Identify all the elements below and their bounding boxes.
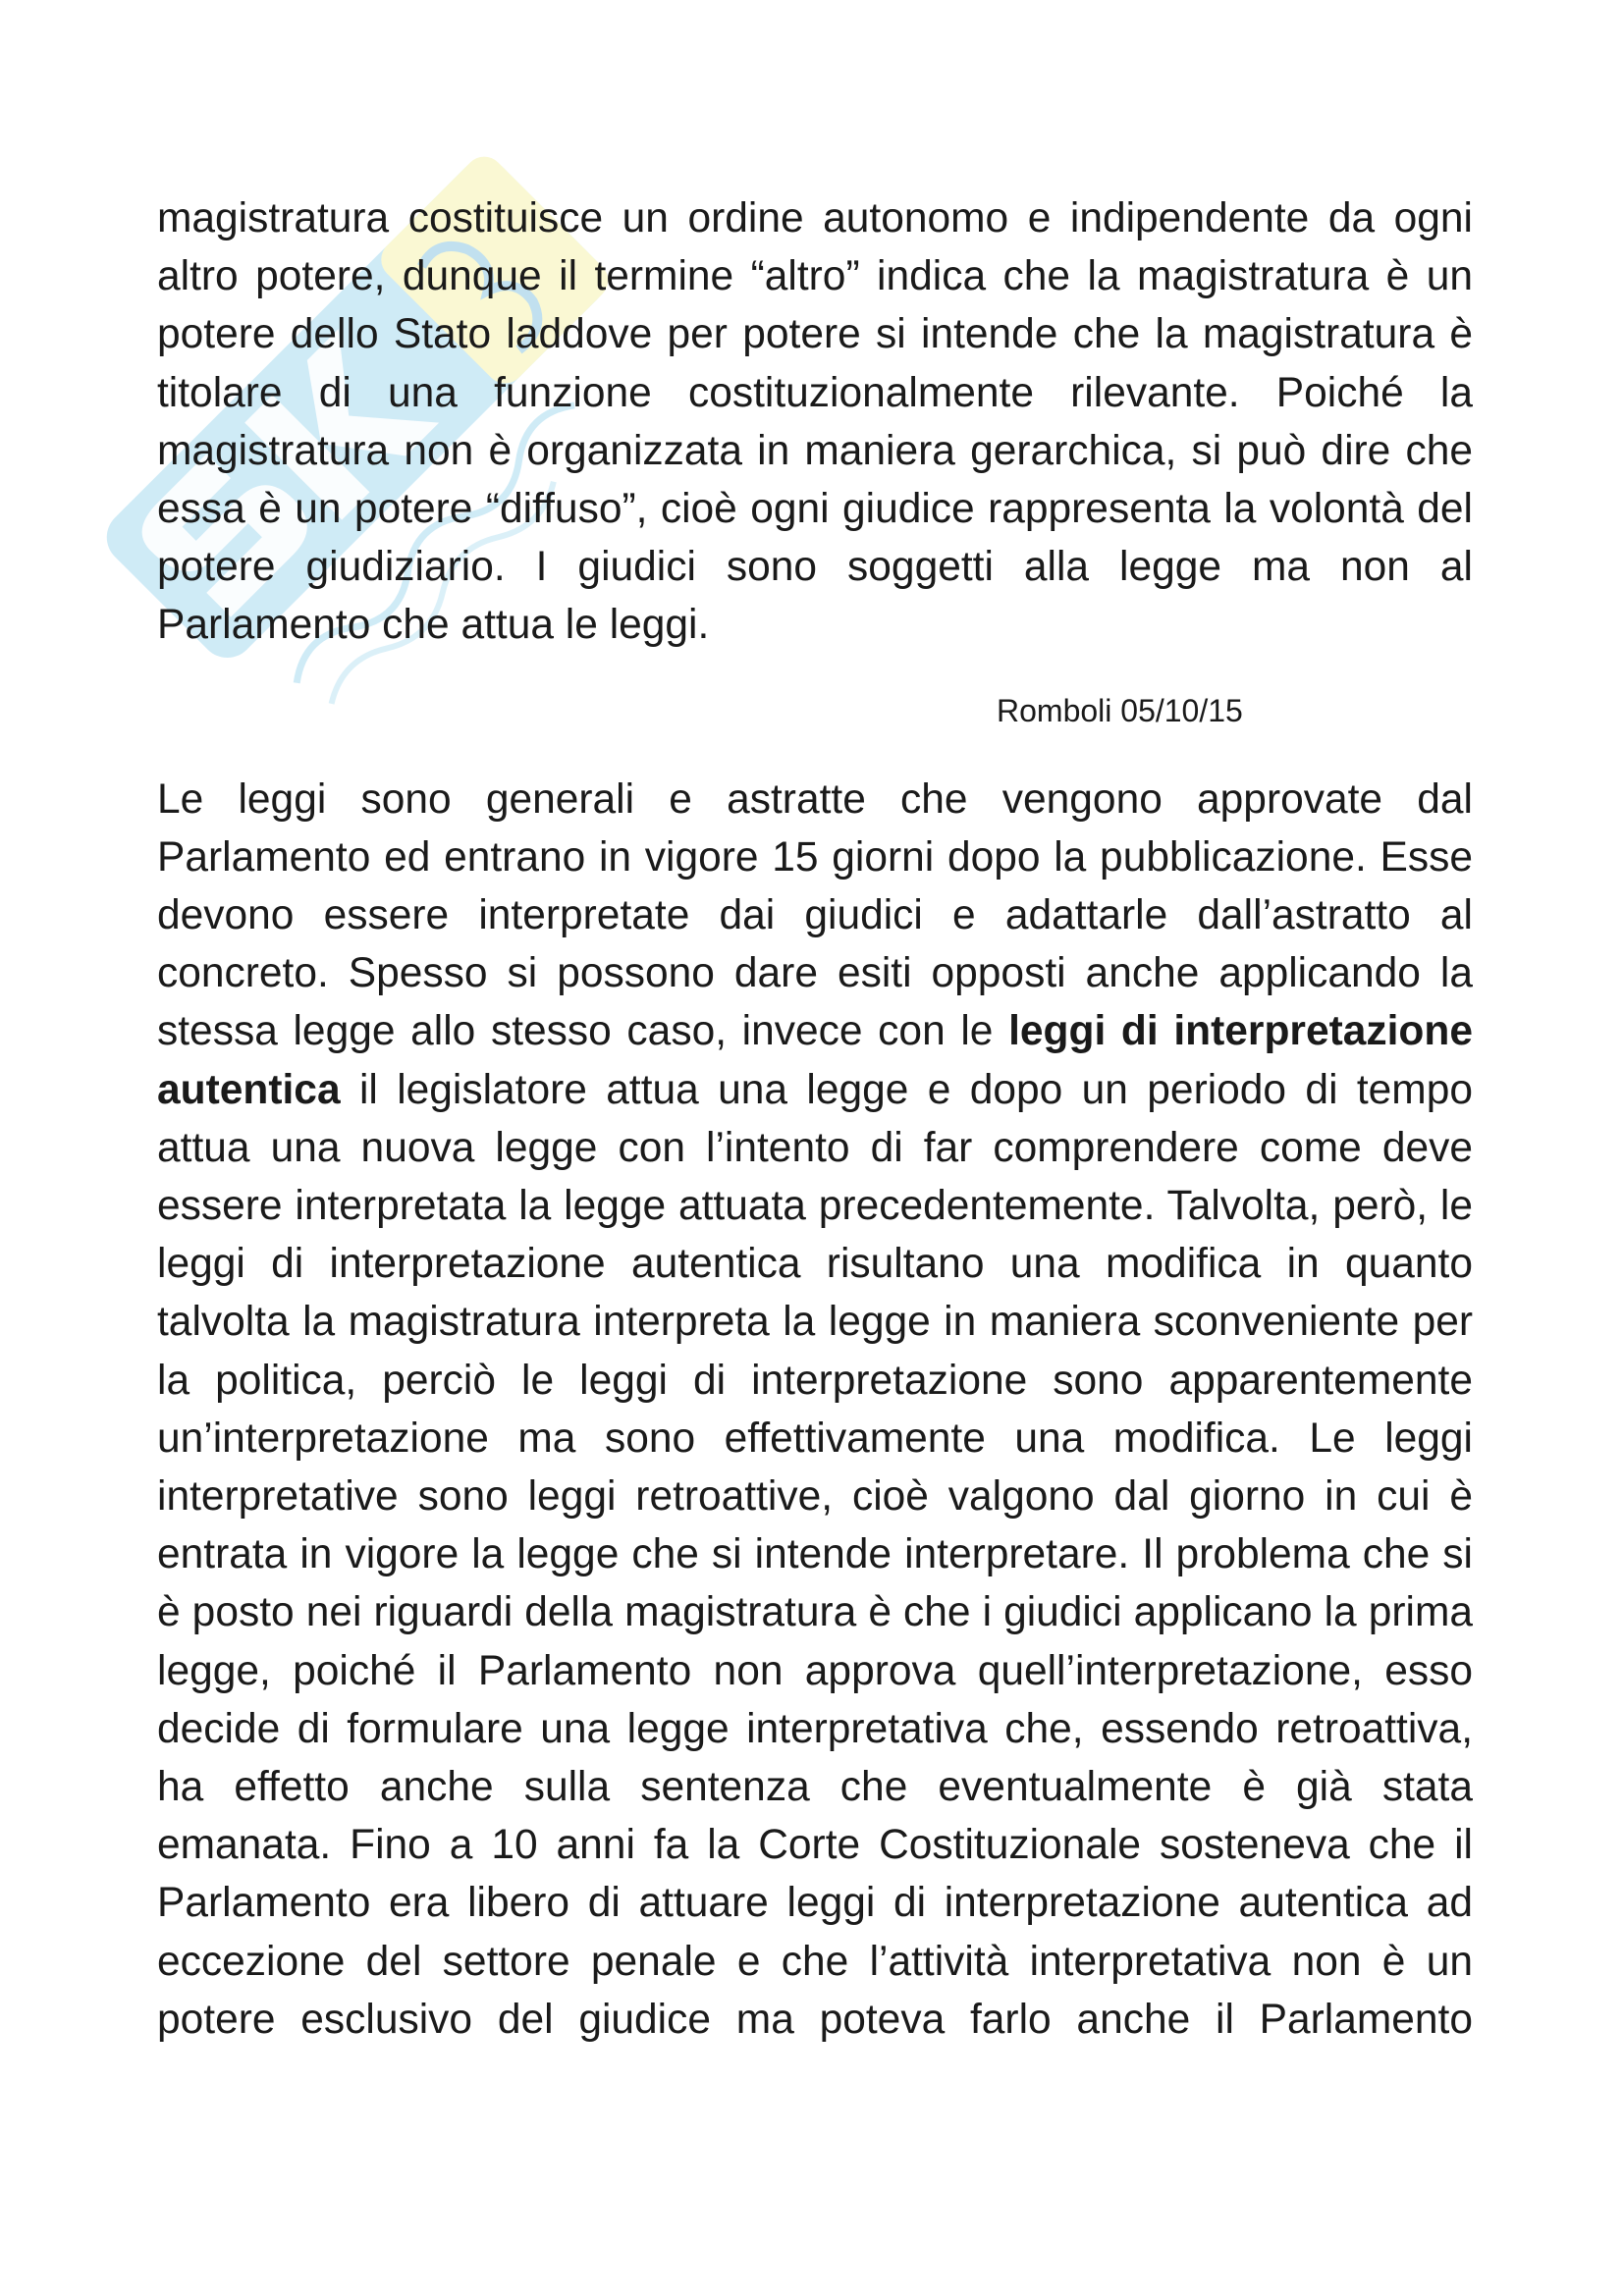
text-content	[157, 189, 1473, 2049]
paragraph-leggi	[157, 771, 1473, 2049]
paragraph-2-body: il legislatore attua una legge e dopo un periodo di tempo attua una nuova legge con l’intento di far comprendere come deve essere interpretata la legge attuata precedentemente. Talvolta, però, le leggi di interpretazione autentica risultano una modifica in quanto talvolta la magistratura interpreta la legge in maniera sconveniente per la politica, perciò le leggi di interpretazione sono apparentemente un’interpretazione ma sono effettivamente una modifica. Le leggi interpretative sono leggi retroattive, cioè valgono dal giorno in cui è entrata in vigore la legge che si intende interpretare. Il problema che si è posto nei riguardi della magistratura è che i giudici applicano la prima legge, poiché il Parlamento non approva quell’interpretazione, esso decide di formulare una legge interpretativa che, essendo retroattiva, ha effetto anche sulla sentenza che eventualmente è già stata emanata. Fino a 10 anni fa la Corte Costituzionale sosteneva che il Parlamento era libero di attuare leggi di interpretazione autentica ad eccezione del settore penale e che l’attività interpretativa non è un potere esclusivo del giudice ma poteva farlo anche il Parlamento	[157, 1066, 1473, 2043]
paragraph-2-intro: Le leggi sono generali e astratte che vengono approvate dal Parlamento ed entrano in vigore 15 giorni dopo la pubblicazione. Esse devono essere interpretate dai giudici e adattarle dall’astratto al concreto. Spesso si possono dare esiti opposti anche applicando la stessa legge allo stesso caso, invece con le	[157, 775, 1473, 1055]
signature-text: Romboli 05/10/15	[997, 692, 1243, 728]
bold-term: leggi di interpretazione autentica	[157, 1008, 1473, 1113]
section-gap	[157, 733, 1473, 771]
paragraph-1-text: magistratura costituisce un ordine autonomo e indipendente da ogni altro potere, dunque il termine “altro” indica che la magistratura è un potere dello Stato laddove per potere si intende che la magistratura è titolare di una funzione costituzionalmente rilevante. Poiché la magistratura non è organizzata in maniera gerarchica, si può dire che essa è un potere “diffuso”, cioè ogni giudice rappresenta la volontà del potere giudiziario. I giudici sono soggetti alla legge ma non al Parlamento che attua le leggi.	[157, 195, 1473, 649]
lecture-signature	[157, 688, 1473, 733]
paragraph-magistratura	[157, 189, 1473, 655]
